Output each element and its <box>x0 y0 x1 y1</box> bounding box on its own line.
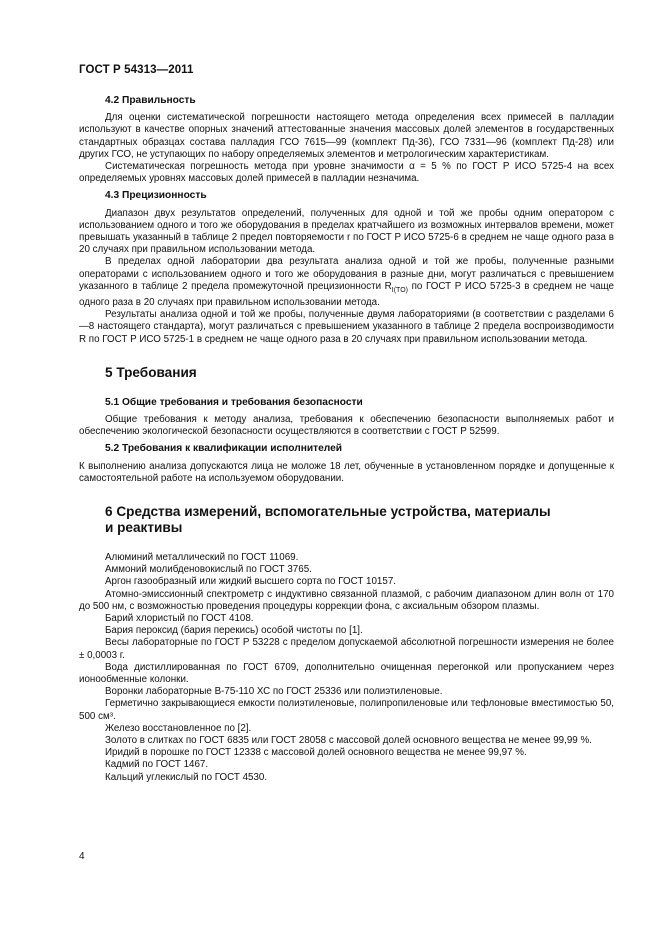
section-5-1-heading: 5.1 Общие требования и требования безопасности <box>105 396 363 408</box>
section-6-heading-line-2: и реактивы <box>105 520 183 536</box>
section-6-heading <box>105 504 614 536</box>
list-item: Бария пероксид (бария перекись) особой чистоты по [1]. <box>105 625 363 637</box>
section-5-heading: 5 Требования <box>105 364 197 380</box>
list-item: Барий хлористый по ГОСТ 4108. <box>105 613 254 625</box>
list-item: Воронки лабораторные В-75-110 ХС по ГОСТ 25336 или полиэтиленовые. <box>105 686 443 698</box>
list-item: Алюминий металлический по ГОСТ 11069. <box>105 552 299 564</box>
page-number: 4 <box>79 851 85 862</box>
document-header: ГОСТ Р 54313—2011 <box>79 64 194 76</box>
list-item: Герметично закрывающиеся емкости полиэтиленовые, полипропиленовые или тефлоновые вместимостью 50, 500 см³. <box>79 698 614 722</box>
section-5-2-heading: 5.2 Требования к квалификации исполнителей <box>105 443 343 455</box>
section-6-heading-line-1: 6 Средства измерений, вспомогательные устройства, материалы <box>105 504 551 520</box>
page-content <box>79 93 614 784</box>
section-4-3-paragraph-1: Диапазон двух результатов определений, полученных для одной и той же пробы одним оператором с использованием одного и того же оборудования в пределах кратчайшего из возможных интервалов времени, может превышать указанный в таблице 2 предел повторяемости r по ГОСТ Р ИСО 5725-6 в среднем не чаще одного раза в 20 случаях при правильном использовании метода. <box>79 207 614 256</box>
list-item: Атомно-эмиссионный спектрометр с индуктивно связанной плазмой, с рабочим диапазоном длин волн от 170 до 500 нм, с возможностью проведения процедуры коррекции фона, с аксиальным обзором плазмы. <box>79 588 614 612</box>
list-item: Аммоний молибденовокислый по ГОСТ 3765. <box>105 564 312 576</box>
section-4-3-paragraph-2-text-b: по ГОСТ Р ИСО 5725-3 в среднем не чаще одного раза в 20 случаях при правильном использовании метода. <box>79 280 615 308</box>
section-4-3-paragraph-3: Результаты анализа одной и той же пробы, полученные двумя лабораториями (в соответствии с разделами 6—8 настоящего стандарта), могут различаться с превышением указанного в таблице 2 предела воспроизводимости R по ГОСТ Р ИСО 5725-1 в среднем не чаще одного раза в 20 случаях при правильном использовании метода. <box>79 309 614 345</box>
section-4-3-paragraph-2 <box>79 256 614 309</box>
list-item: Аргон газообразный или жидкий высшего сорта по ГОСТ 10157. <box>105 576 397 588</box>
section-4-3-paragraph-2-text-a: В пределах одной лаборатории два результата анализа одной и той же пробы, полученные разными операторами с использованием одного и того же оборудования в разные дни, могут различаться с превышением указанного в таблице 2 предела промежуточной прецизионности R <box>79 256 614 292</box>
list-item: Весы лабораторные по ГОСТ Р 53228 с пределом допускаемой абсолютной погрешности измерения не более ± 0,0003 г. <box>79 637 614 661</box>
section-5-1-paragraph: Общие требования к методу анализа, требования к обеспечению безопасности выполняемых работ и обеспечению экологической безопасности осуществляются в соответствии с ГОСТ Р 52599. <box>79 414 614 438</box>
list-item: Иридий в порошке по ГОСТ 12338 с массовой долей основного вещества не менее 99,97 %. <box>105 747 527 759</box>
list-item: Вода дистиллированная по ГОСТ 6709, дополнительно очищенная перегонкой или пропусканием через ионообменные колонки. <box>79 661 614 686</box>
section-4-2-paragraph-2: Систематическая погрешность метода при уровне значимости α = 5 % по ГОСТ Р ИСО 5725-4 на всех определяемых уровнях массовых долей примесей в палладии незначима. <box>79 161 614 185</box>
list-item: Золото в слитках по ГОСТ 6835 или ГОСТ 28058 с массовой долей основного вещества не менее 99,99 %. <box>105 735 592 747</box>
section-5-2-paragraph: К выполнению анализа допускаются лица не моложе 18 лет, обученные в установленном порядке и допущенные к самостоятельной работе на используемом оборудовании. <box>79 460 614 484</box>
section-6-materials-list <box>79 552 614 784</box>
section-4-2-paragraph-1: Для оценки систематической погрешности настоящего метода определения всех примесей в палладии используют в качестве опорных значений аттестованные значения массовых долей элементов в государственных стандартных образцах состава палладия ГСО 7615—99 (комплект Пд-36), ГСО 7331—96 (комплект Пд-28) или других ГСО, не уступающих по набору определяемых элементов и метрологическим характеристикам. <box>79 112 614 160</box>
list-item: Железо восстановленное по [2]. <box>105 722 252 734</box>
list-item: Кальций углекислый по ГОСТ 4530. <box>105 771 268 783</box>
section-4-3-paragraph-2-subscript: I(TO) <box>391 286 408 294</box>
section-4-3-heading: 4.3 Прецизионность <box>105 190 207 202</box>
section-4-2-heading: 4.2 Правильность <box>105 95 196 106</box>
list-item: Кадмий по ГОСТ 1467. <box>105 759 209 771</box>
